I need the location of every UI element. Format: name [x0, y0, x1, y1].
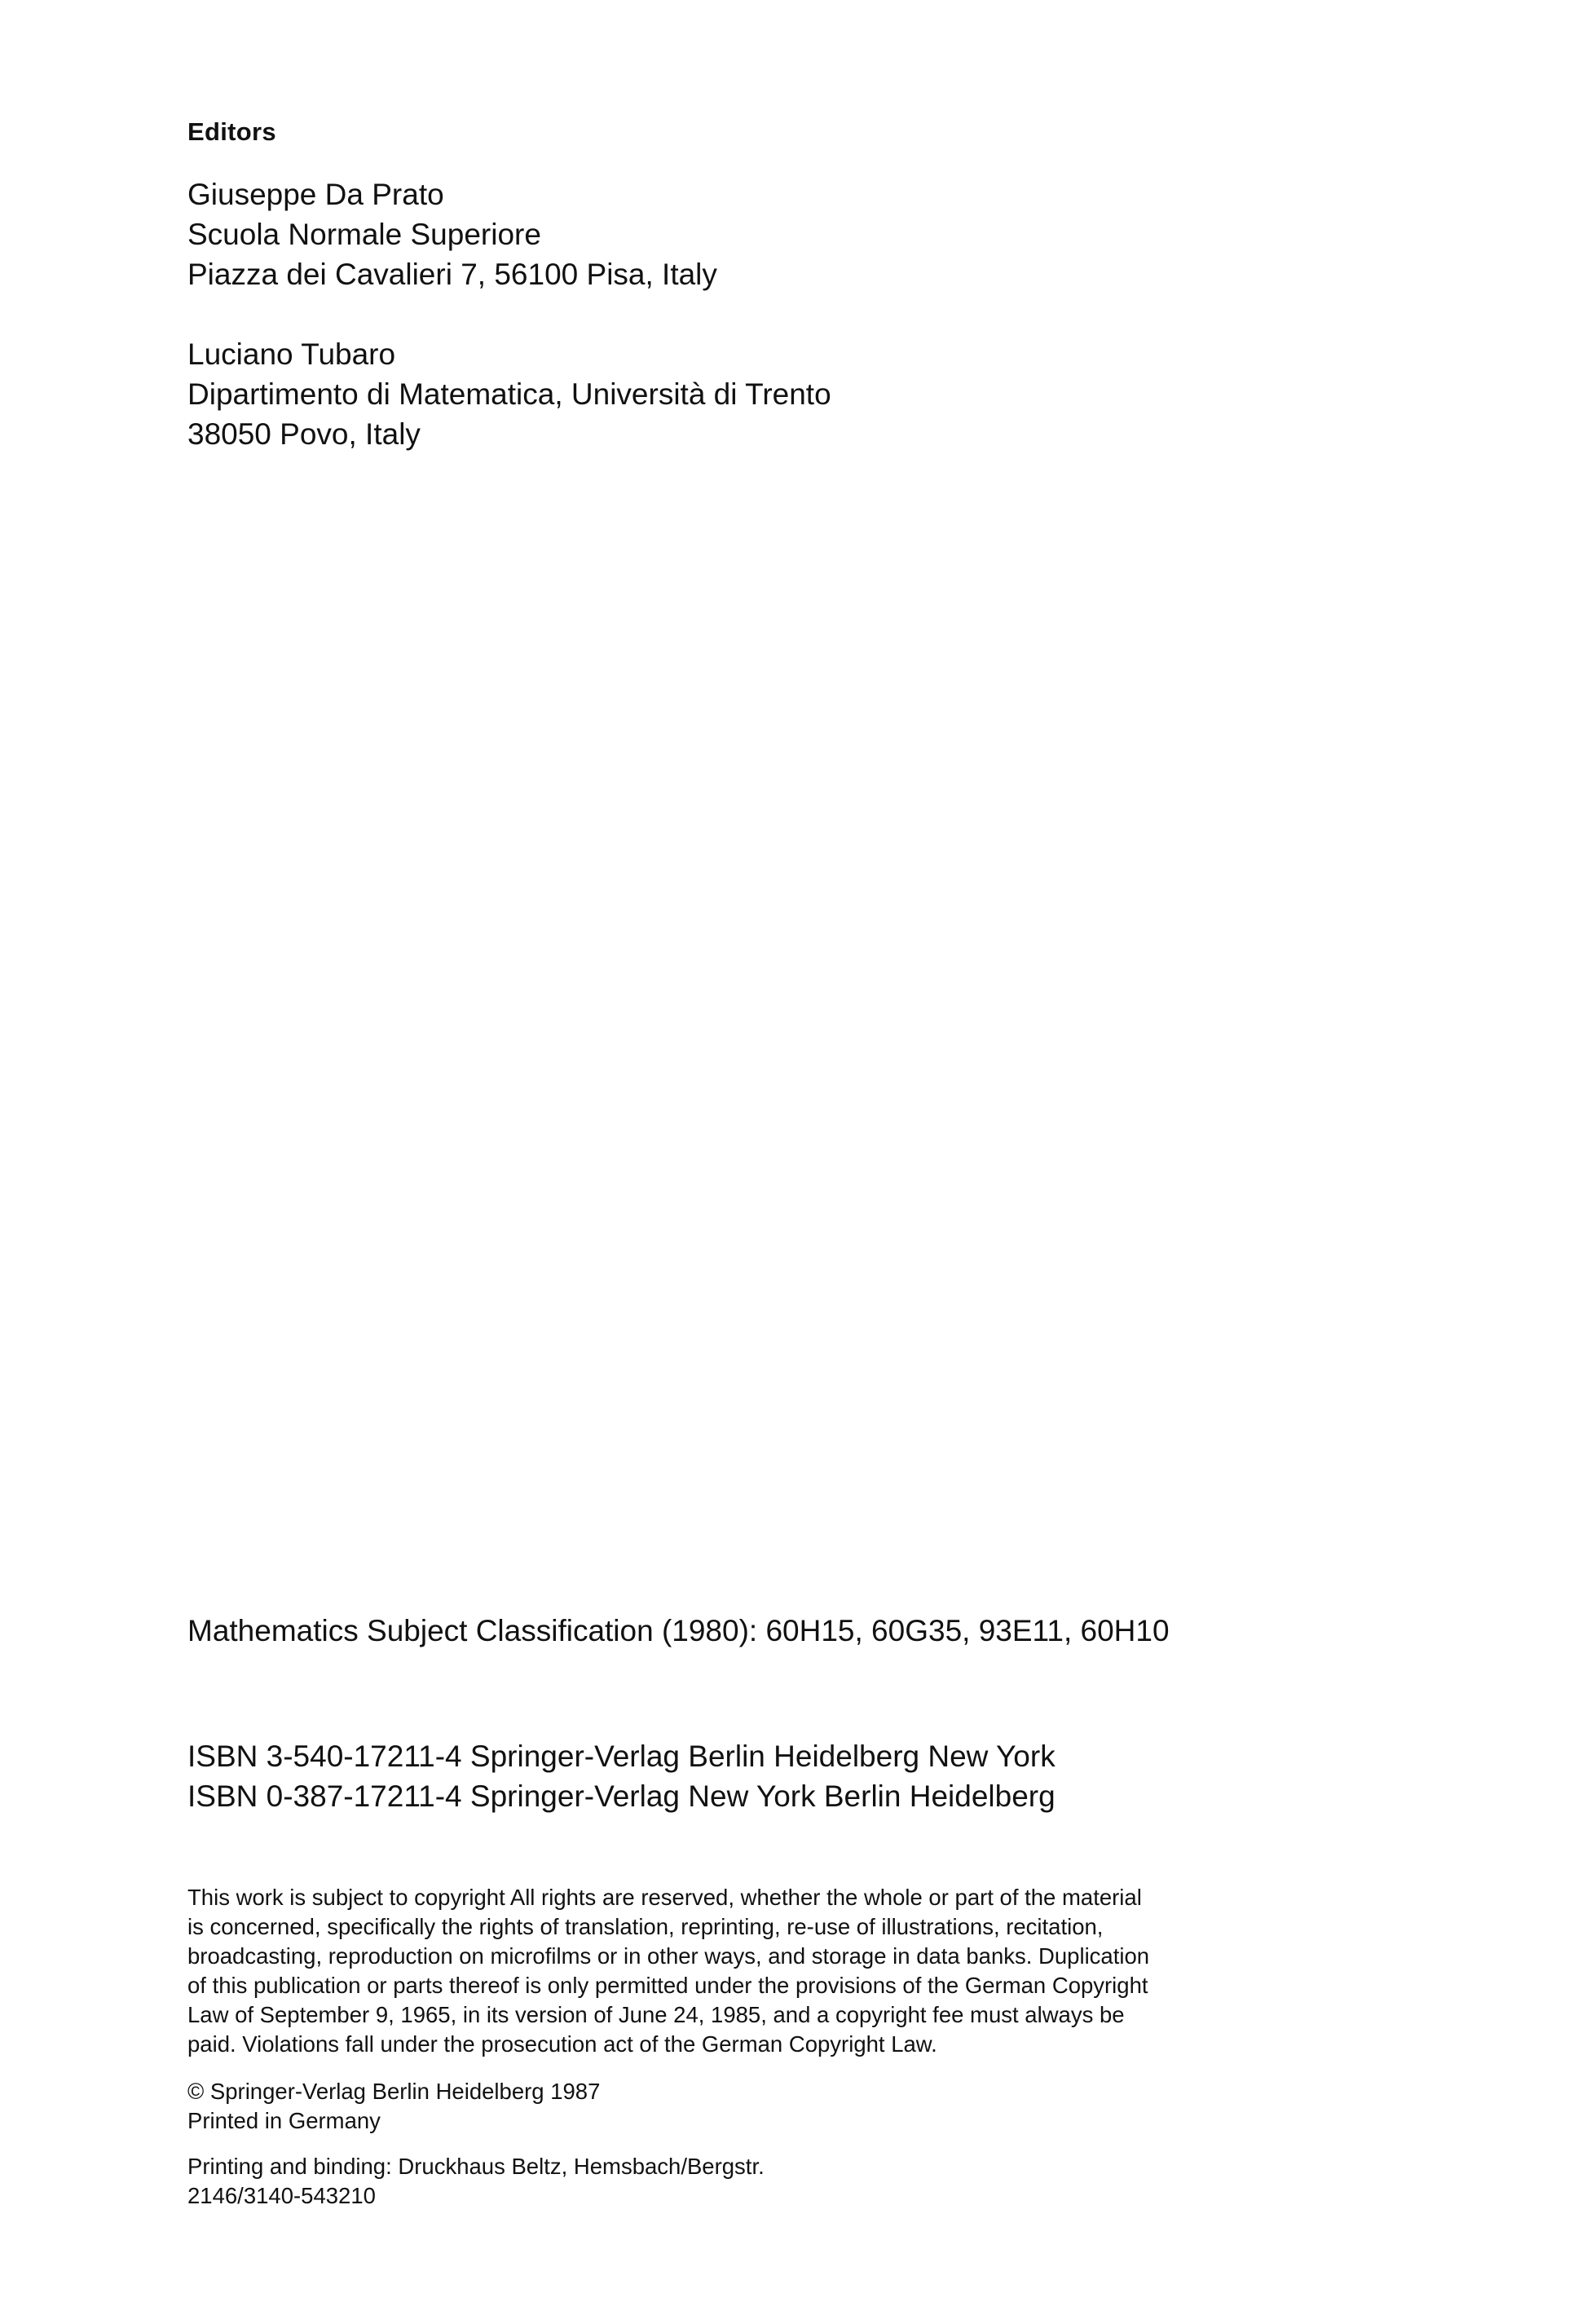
isbn-line: ISBN 3-540-17211-4 Springer-Verlag Berlin Heidelberg New York — [187, 1740, 1056, 1773]
editor-entry — [187, 334, 831, 454]
copyright-notice — [187, 1883, 1149, 2059]
editor-entry — [187, 174, 717, 294]
copyright-holder — [187, 2077, 600, 2136]
copyright-notice-line: Law of September 9, 1965, in its version of June 24, 1985, and a copyright fee must always be — [187, 2002, 1125, 2027]
printing-info — [187, 2152, 765, 2211]
editor-address: Piazza dei Cavalieri 7, 56100 Pisa, Italy — [187, 258, 717, 291]
copyright-holder-line: © Springer-Verlag Berlin Heidelberg 1987 — [187, 2079, 601, 2104]
editor-name: Giuseppe Da Prato — [187, 178, 444, 211]
editor-address: 38050 Povo, Italy — [187, 417, 421, 451]
isbn-block — [187, 1736, 1056, 1816]
copyright-notice-line: broadcasting, reproduction on microfilms or in other ways, and storage in data banks. Duplication — [187, 1943, 1150, 1969]
editors-heading: Editors — [187, 117, 276, 146]
print-code-line: 2146/3140-543210 — [187, 2183, 376, 2208]
copyright-notice-line: This work is subject to copyright All rights are reserved, whether the whole or part of the material — [187, 1885, 1142, 1910]
copyright-notice-line: paid. Violations fall under the prosecution act of the German Copyright Law. — [187, 2031, 937, 2057]
copyright-notice-line: is concerned, specifically the rights of translation, reprinting, re-use of illustrations, recitation, — [187, 1914, 1104, 1939]
subject-classification: Mathematics Subject Classification (1980): 60H15, 60G35, 93E11, 60H10 — [187, 1614, 1170, 1647]
copyright-notice-line: of this publication or parts thereof is only permitted under the provisions of the German Copyright — [187, 1973, 1148, 1998]
editor-institution: Scuola Normale Superiore — [187, 218, 541, 251]
printed-in-line: Printed in Germany — [187, 2108, 381, 2133]
editor-institution: Dipartimento di Matematica, Università di Trento — [187, 377, 831, 411]
printing-binding-line: Printing and binding: Druckhaus Beltz, Hemsbach/Bergstr. — [187, 2154, 765, 2179]
isbn-line: ISBN 0-387-17211-4 Springer-Verlag New York Berlin Heidelberg — [187, 1779, 1056, 1813]
editor-name: Luciano Tubaro — [187, 337, 396, 371]
